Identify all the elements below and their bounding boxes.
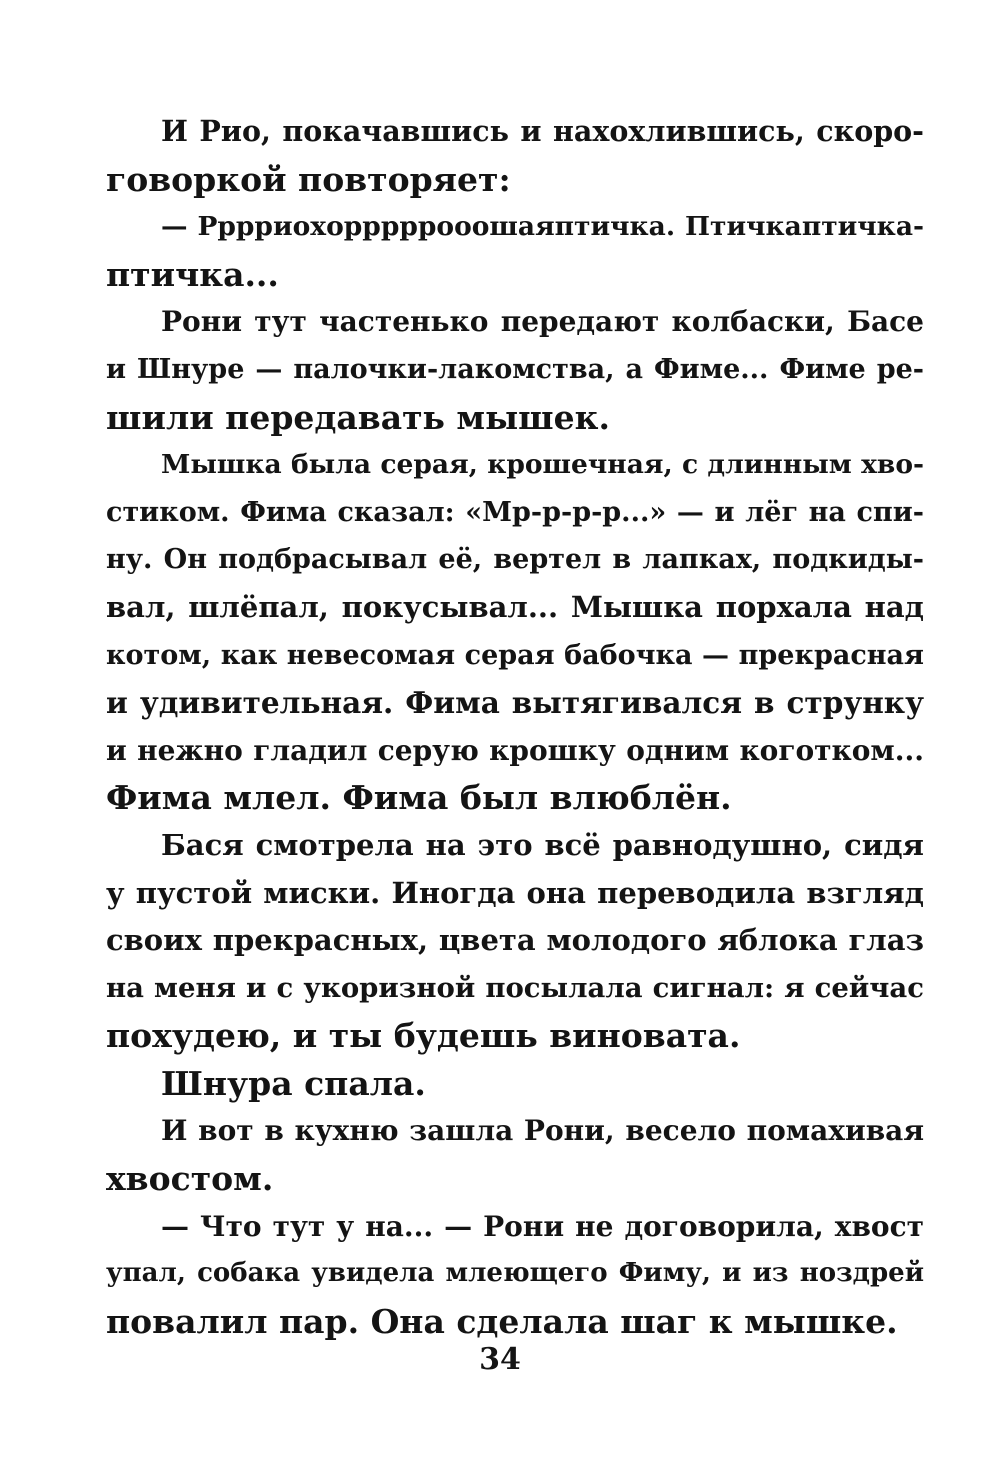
text-line: — Рррриохорррррооошаяптичка. Птичкаптичка- bbox=[161, 211, 924, 243]
text-line: и удивительная. Фима вытягивался в струнку bbox=[106, 685, 924, 721]
text-line: Бася смотрела на это всё равнодушно, сидя bbox=[161, 827, 924, 862]
text-line: шили передавать мышек. bbox=[106, 397, 610, 437]
text-line: Рони тут частенько передают колбаски, Басе bbox=[161, 305, 924, 339]
page-number: 34 bbox=[479, 1342, 521, 1377]
text-line: упал, собака увидела млеющего Фиму, и из ноздрей bbox=[106, 1258, 924, 1289]
text-line: Шнура спала. bbox=[161, 1063, 426, 1103]
text-line: Фима млел. Фима был влюблён. bbox=[106, 778, 732, 818]
text-line: хвостом. bbox=[106, 1159, 274, 1199]
text-line: говоркой повторяет: bbox=[106, 159, 511, 199]
text-line: — Что тут у на... — Рони не договорила, хвост bbox=[161, 1209, 924, 1243]
text-line: вал, шлёпал, покусывал... Мышка порхала над bbox=[106, 589, 924, 624]
body-text bbox=[106, 108, 924, 1345]
text-line: стиком. Фима сказал: «Мр-р-р-р...» — и лёг на спи- bbox=[106, 496, 924, 528]
text-line: И вот в кухню зашла Рони, весело помахивая bbox=[161, 1114, 924, 1148]
text-line: повалил пар. Она сделала шаг к мышке. bbox=[106, 1301, 898, 1341]
text-line: у пустой миски. Иногда она переводила взгляд bbox=[106, 875, 924, 910]
text-line: и нежно гладил серую крошку одним коготком... bbox=[106, 733, 924, 767]
text-line: Мышка была серая, крошечная, с длинным хво- bbox=[161, 449, 924, 481]
text-line: птичка... bbox=[106, 254, 279, 294]
text-line: ну. Он подбрасывал её, вертел в лапках, подкиды- bbox=[106, 544, 924, 576]
text-line: своих прекрасных, цвета молодого яблока глаз bbox=[106, 923, 924, 958]
text-line: И Рио, покачавшись и нахохлившись, скоро- bbox=[161, 114, 924, 148]
text-line: котом, как невесомая серая бабочка — прекрасная bbox=[106, 639, 924, 671]
text-line: и Шнуре — палочки-лакомства, а Фиме... Фиме ре- bbox=[106, 353, 924, 385]
text-line: похудею, и ты будешь виновата. bbox=[106, 1016, 741, 1056]
text-line: на меня и с укоризной посылала сигнал: я сейчас bbox=[106, 971, 924, 1004]
